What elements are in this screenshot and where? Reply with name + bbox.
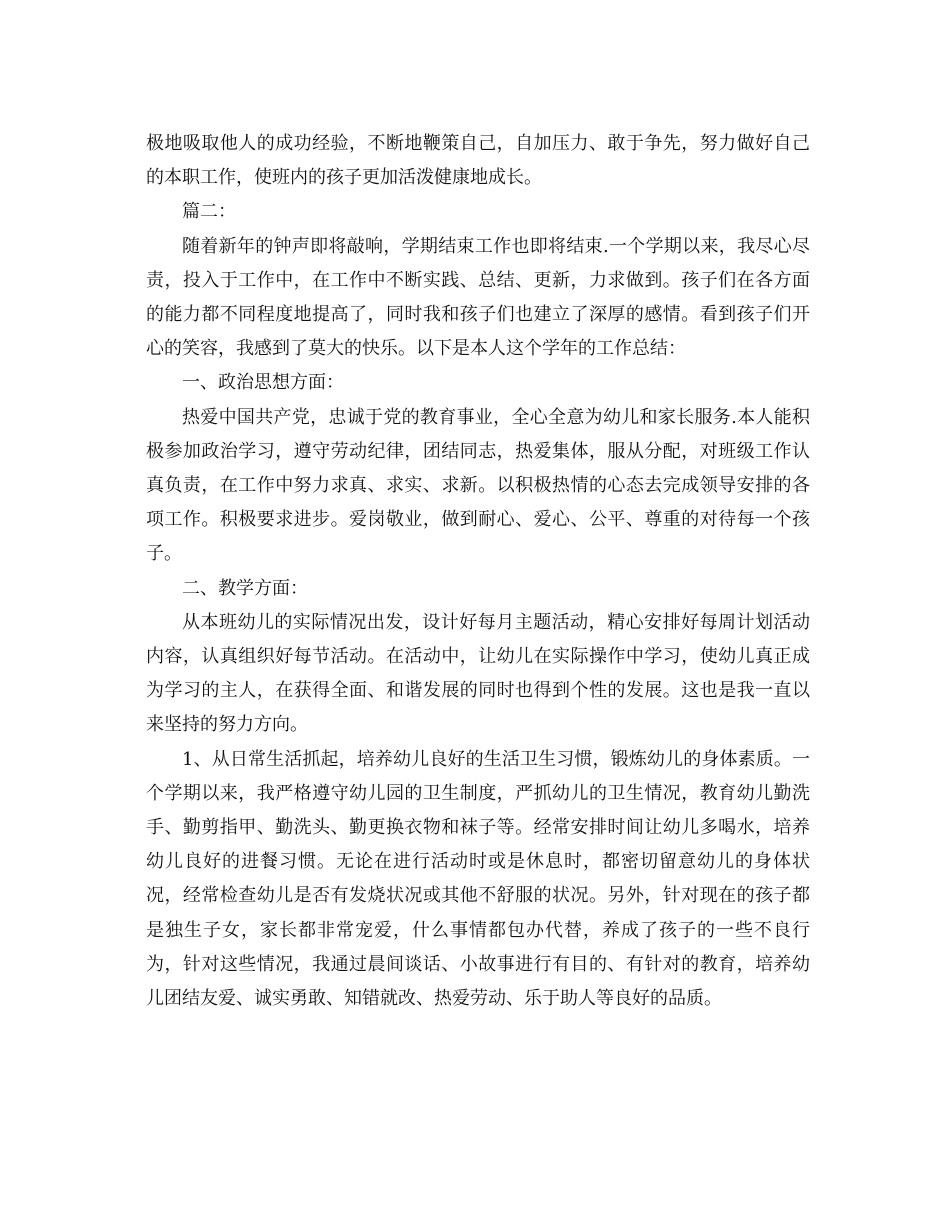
section-heading-part-two: 篇二： bbox=[182, 201, 236, 223]
paragraph-intro: 随着新年的钟声即将敲响，学期结束工作也即将结束.一个学期以来，我尽心尽责，投入于工作中，在工作中不断实践、总结、更新，力求做到。孩子们在各方面的能力都不同程度地提高了，同时我和孩子们也建立了深厚的感情。看到孩子们开心的笑容，我感到了莫大的快乐。以下是本人这个学年的工作总结： bbox=[146, 235, 810, 360]
section-heading-political: 一、政治思想方面： bbox=[182, 372, 344, 394]
document-body bbox=[146, 127, 810, 1016]
paragraph-political: 热爱中国共产党，忠诚于党的教育事业，全心全意为幼儿和家长服务.本人能积极参加政治学习，遵守劳动纪律，团结同志，热爱集体，服从分配，对班级工作认真负责，在工作中努力求真、求实、求新。以积极热情的心态去完成领导安排的各项工作。积极要求进步。爱岗敬业，做到耐心、爱心、公平、尊重的对待每一个孩子。 bbox=[146, 406, 810, 565]
paragraph-daily-life: 1、从日常生活抓起，培养幼儿良好的生活卫生习惯，锻炼幼儿的身体素质。一个学期以来，我严格遵守幼儿园的卫生制度，严抓幼儿的卫生情况，教育幼儿勤洗手、勤剪指甲、勤洗头、勤更换衣物和袜子等。经常安排时间让幼儿多喝水，培养幼儿良好的进餐习惯。无论在进行活动时或是休息时，都密切留意幼儿的身体状况，经常检查幼儿是否有发烧状况或其他不舒服的状况。另外，针对现在的孩子都是独生子女，家长都非常宠爱，什么事情都包办代替，养成了孩子的一些不良行为，针对这些情况，我通过晨间谈话、小故事进行有目的、有针对的教育，培养幼儿团结友爱、诚实勇敢、知错就改、热爱劳动、乐于助人等良好的品质。 bbox=[146, 748, 810, 1010]
paragraph-teaching: 从本班幼儿的实际情况出发，设计好每月主题活动，精心安排好每周计划活动内容，认真组织好每节活动。在活动中，让幼儿在实际操作中学习，使幼儿真正成为学习的主人，在获得全面、和谐发展的同时也得到个性的发展。这也是我一直以来坚持的努力方向。 bbox=[146, 611, 810, 736]
paragraph-continuation: 极地吸取他人的成功经验，不断地鞭策自己，自加压力、敢于争先，努力做好自己的本职工作，使班内的孩子更加活泼健康地成长。 bbox=[146, 133, 810, 189]
section-heading-teaching: 二、教学方面： bbox=[182, 577, 308, 599]
